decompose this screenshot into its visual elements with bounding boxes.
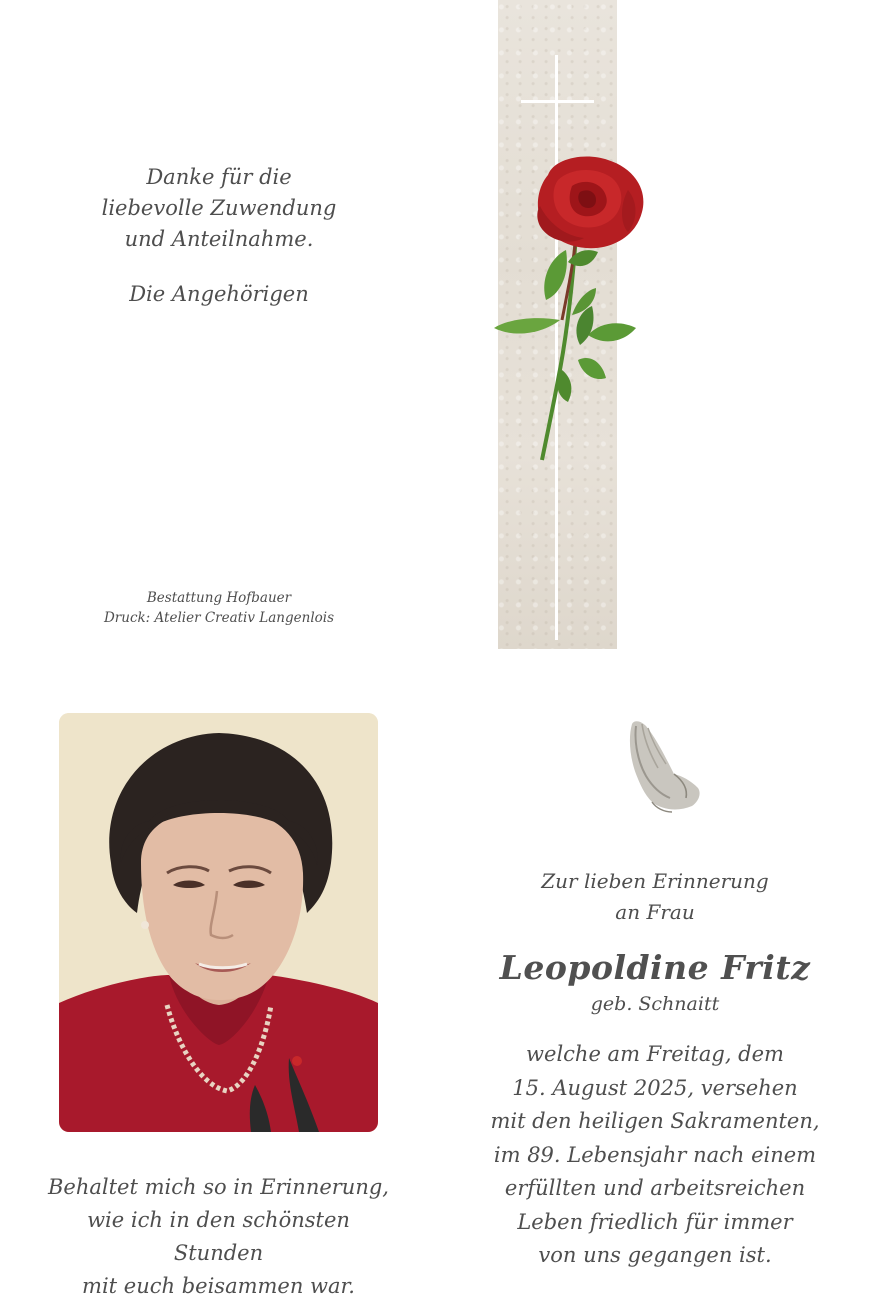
- funeral-home-line: Bestattung Hofbauer: [146, 590, 292, 606]
- details-line: im 89. Lebensjahr nach einem: [493, 1142, 817, 1167]
- memorial-intro: [480, 866, 830, 928]
- remembrance-quote: [40, 1171, 397, 1303]
- praying-hands-icon: [622, 718, 704, 814]
- print-shop-line: Druck: Atelier Creativ Langenlois: [103, 610, 335, 626]
- details-line: von uns gegangen ist.: [538, 1243, 772, 1267]
- quote-line: wie ich in den schönsten Stunden: [87, 1208, 350, 1265]
- thank-you-text: [60, 162, 378, 255]
- quote-line: mit euch beisammen war.: [82, 1274, 355, 1298]
- details-line: erfüllten und arbeitsreichen: [504, 1176, 806, 1200]
- birth-name: geb. Schnaitt: [590, 993, 720, 1015]
- signoff-text: Die Angehörigen: [129, 282, 309, 306]
- thanks-line: liebevolle Zuwendung: [101, 196, 337, 220]
- thanks-line: und Anteilnahme.: [124, 227, 314, 251]
- details-line: 15. August 2025, versehen: [512, 1075, 798, 1100]
- deceased-name: Leopoldine Fritz: [499, 948, 811, 987]
- cross-icon-bar: [521, 100, 594, 103]
- rose-icon: [488, 150, 653, 465]
- intro-line: Zur lieben Erinnerung: [541, 869, 769, 893]
- details-line: welche am Freitag, dem: [526, 1042, 784, 1066]
- quote-line: Behaltet mich so in Erinnerung,: [48, 1175, 389, 1199]
- details-line: mit den heiligen Sakramenten,: [490, 1109, 820, 1133]
- portrait-illustration: [59, 713, 378, 1132]
- intro-line: an Frau: [615, 900, 695, 924]
- portrait-photo: [59, 713, 378, 1132]
- printer-credits: [60, 588, 378, 628]
- details-line: Leben friedlich für immer: [517, 1209, 793, 1234]
- thanks-line: Danke für die: [146, 165, 292, 189]
- passing-details: [470, 1038, 840, 1273]
